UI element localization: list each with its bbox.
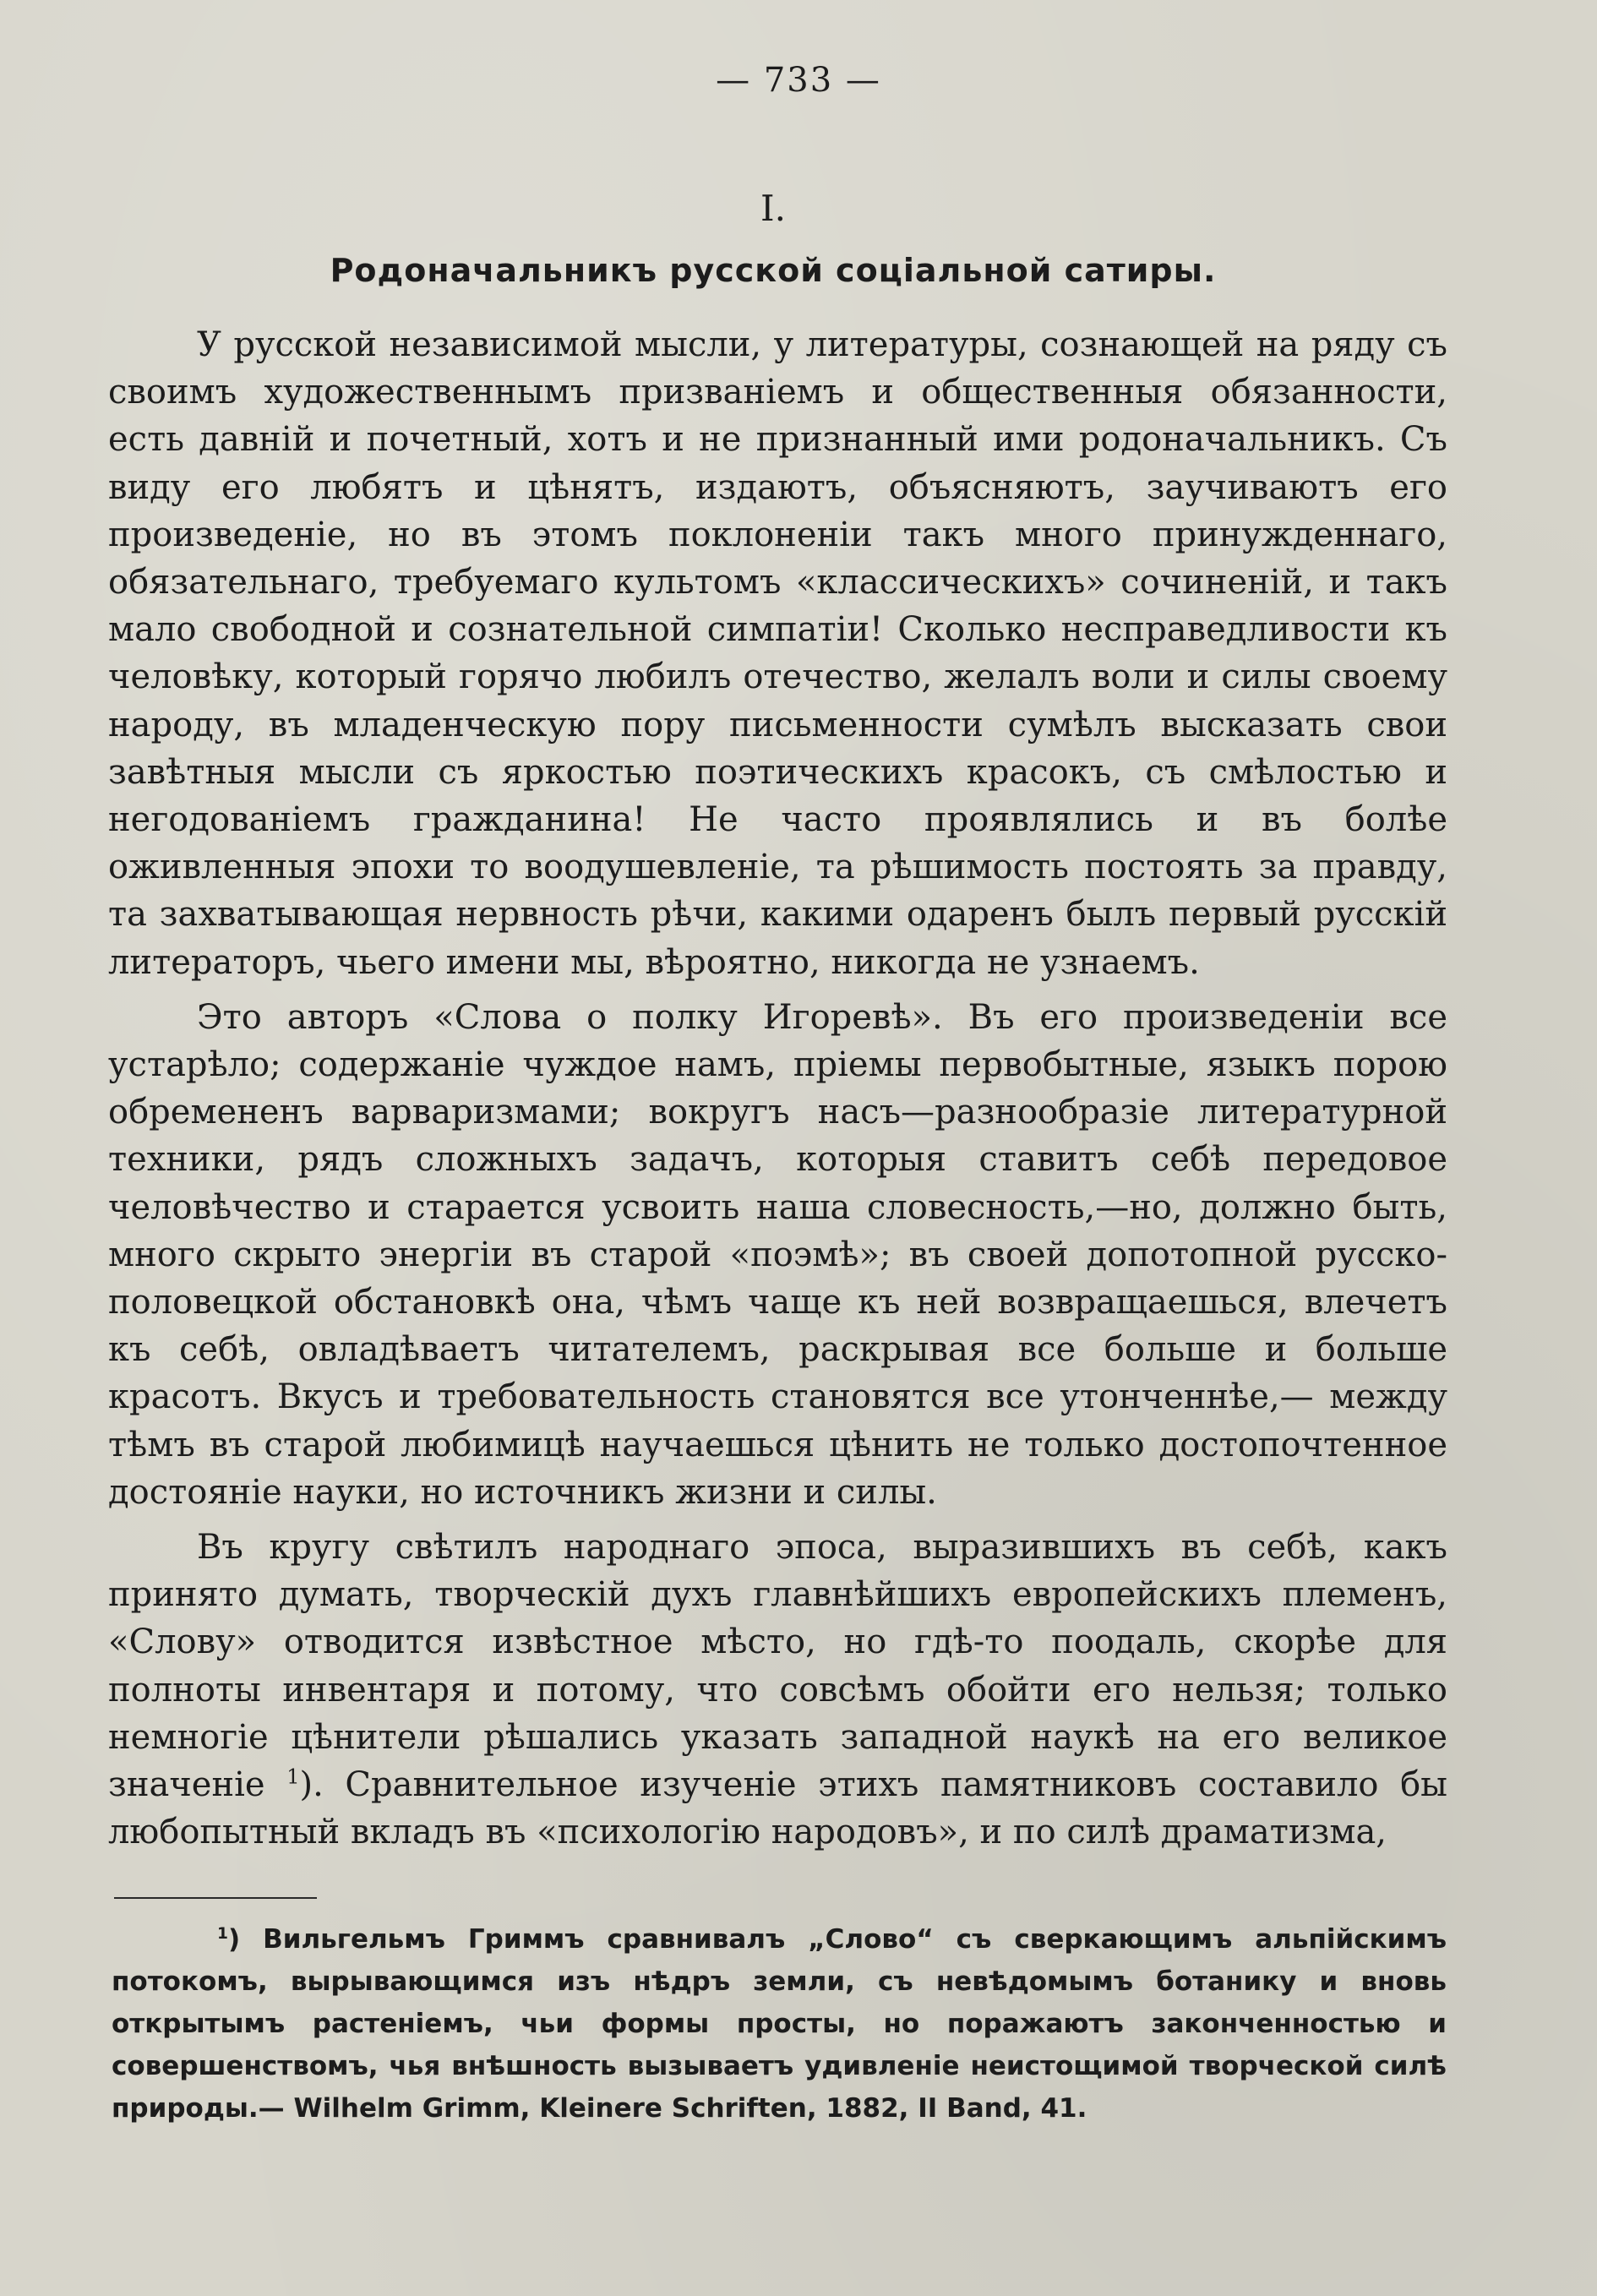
body-text (108, 321, 1447, 1857)
paragraph-3-end: ). Сравнительное изученіе этихъ памятниковъ составило бы любопытный вкладъ въ «психологію народовъ», и по силѣ драматизма, (108, 1765, 1448, 1852)
footnote-body: ) Вильгельмъ Гриммъ сравнивалъ „Слово“ съ сверкающимъ альпійскимъ потокомъ, вырывающимся изъ нѣдръ земли, съ невѣдомымъ ботанику и вновь открытымъ растеніемъ, чьи формы просты, но поражаютъ законченностью и совершенствомъ, чья внѣшность вызываетъ удивленіе неистощимой творческой силѣ природы.— Wilhelm Grimm, Kleinere Schriften, 1882, II Band, 41. (112, 1924, 1447, 2124)
footnote (112, 1918, 1447, 2130)
page-number: — 733 — (716, 61, 881, 100)
paragraph-1: У русской независимой мысли, у литературы, сознающей на ряду съ своимъ художественнымъ призваніемъ и общественныя обязанности, есть давній и почетный, хотъ и не признанный ими родоначальникъ. Съ виду его любятъ и цѣнятъ, издаютъ, объясняютъ, заучиваютъ его произведеніе, но въ этомъ поклоненіи такъ много принужденнаго, обязательнаго, требуемаго культомъ «классическихъ» сочиненій, и такъ мало свободной и сознательной симпатіи! Сколько несправедливости къ человѣку, который горячо любилъ отечество, желалъ воли и силы своему народу, въ младенческую пору письменности сумѣлъ высказать свои завѣтныя мысли съ яркостью поэтическихъ красокъ, съ смѣлостью и негодованіемъ гражданина! Не часто проявлялись и въ болѣе оживленныя эпохи то воодушевленіе, та рѣшимость постоять за правду, та захватывающая нервность рѣчи, какими одаренъ былъ первый русскій литераторъ, чьего имени мы, вѣроятно, никогда не узнаемъ. (108, 325, 1447, 982)
section-title: Родоначальникъ русской соціальной сатиры. (330, 252, 1217, 289)
footnote-reference: 1 (286, 1764, 300, 1789)
paragraph-3-start: Въ кругу свѣтилъ народнаго эпоса, выразившихъ въ себѣ, какъ принято думать, творческій духъ главнѣйшихъ европейскихъ племенъ, «Слову» отводится извѣстное мѣсто, но гдѣ-то поодаль, скорѣе для полноты инвентаря и потому, что совсѣмъ обойти его нельзя; только немногіе цѣнители рѣшались указать западной наукѣ на его великое значеніе (108, 1528, 1447, 1805)
footnote-divider (114, 1897, 317, 1899)
footnote-text (112, 1918, 1447, 2130)
paragraph-2: Это авторъ «Слова о полку Игоревѣ». Въ его произведеніи все устарѣло; содержаніе чуждое намъ, пріемы первобытные, языкъ порою обремененъ варваризмами; вокругъ насъ—разнообразіе литературной техники, рядъ сложныхъ задачъ, которыя ставитъ себѣ передовое человѣчество и старается усвоить наша словесность,—но, должно быть, много скрыто энергіи въ старой «поэмѣ»; въ своей допотопной русско-половецкой обстановкѣ она, чѣмъ чаще къ ней возвращаешься, влечетъ къ себѣ, овладѣваетъ читателемъ, раскрывая все больше и больше красотъ. Вкусъ и требовательность становятся все утонченнѣе,— между тѣмъ въ старой любимицѣ научаешься цѣнить не только достопочтенное достояніе науки, но источникъ жизни и силы. (108, 997, 1447, 1512)
paragraph-3 (108, 1524, 1447, 1856)
section-numeral: I. (760, 188, 786, 229)
footnote-marker: 1 (217, 1924, 228, 1943)
